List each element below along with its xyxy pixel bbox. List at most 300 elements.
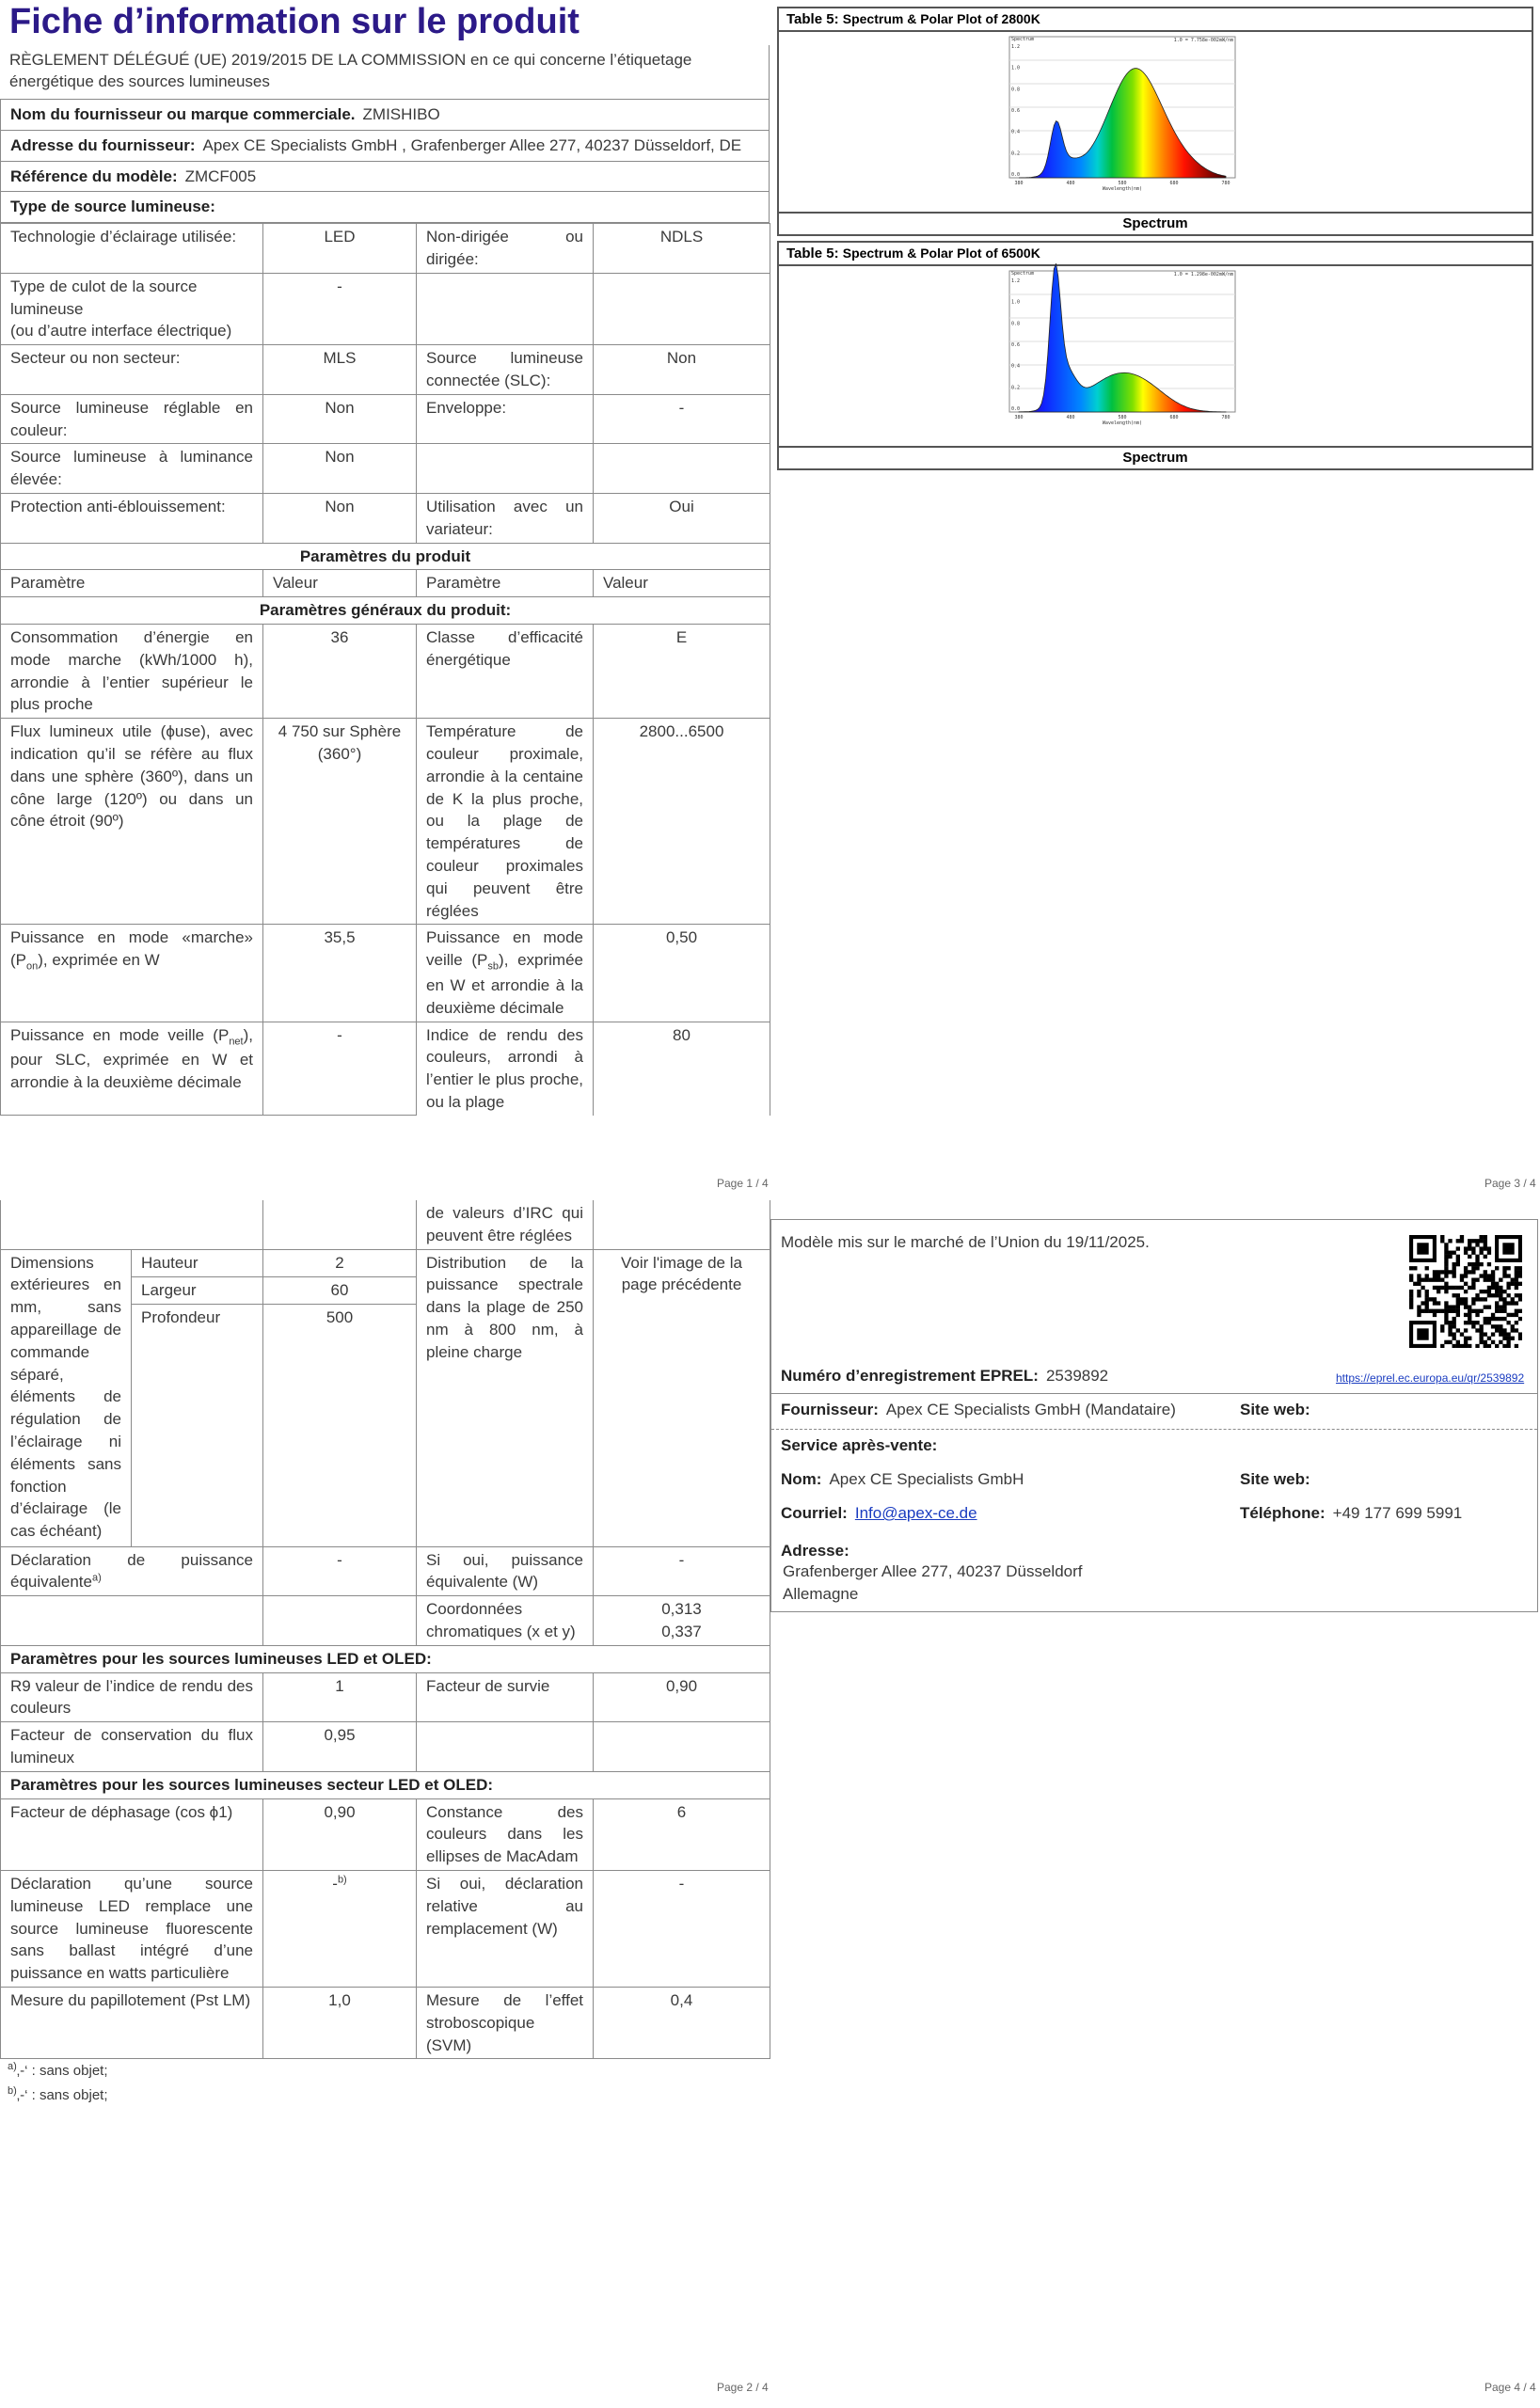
qr-module (1456, 1328, 1460, 1332)
qr-module (1425, 1278, 1429, 1282)
qr-module (1444, 1246, 1448, 1250)
qr-module (1444, 1270, 1448, 1274)
chroma-x: 0,313 (661, 1600, 702, 1619)
qr-module (1409, 1274, 1413, 1277)
qr-module (1479, 1251, 1483, 1255)
qr-module (1433, 1278, 1437, 1282)
qr-module (1448, 1251, 1452, 1255)
qr-module (1499, 1290, 1502, 1293)
footnote-mark: a) (91, 1572, 102, 1584)
qr-module (1484, 1255, 1487, 1259)
eprel-info-box (770, 1219, 1538, 1612)
model-label: Référence du modèle: (10, 166, 178, 185)
phase-label: Facteur de déphasage (cos ϕ1) (1, 1798, 263, 1870)
qr-module (1475, 1259, 1479, 1262)
y-tick-label: 1.2 (1011, 44, 1021, 50)
qr-module (1484, 1297, 1487, 1301)
row-label: Source lumineuse réglable en couleur: (1, 394, 263, 444)
qr-module (1464, 1313, 1468, 1317)
qr-module (1456, 1313, 1460, 1317)
qr-module (1417, 1274, 1421, 1277)
qr-module (1506, 1332, 1510, 1336)
qr-module (1499, 1293, 1502, 1297)
eprel-link[interactable]: https://eprel.ec.europa.eu/qr/2539892 (1336, 1371, 1525, 1385)
empty-cell (1, 1200, 263, 1249)
qr-module (1484, 1332, 1487, 1336)
lumen-label: Facteur de conservation du flux lumineux (1, 1722, 263, 1772)
qr-module (1409, 1305, 1413, 1308)
table-row (1, 625, 770, 719)
qr-module (1518, 1274, 1522, 1277)
page-number: Page 2 / 4 (717, 2381, 769, 2394)
qr-module (1475, 1293, 1479, 1297)
row-label: Technologie d’éclairage utilisée: (1, 224, 263, 274)
qr-module (1456, 1293, 1460, 1297)
qr-module (1444, 1301, 1448, 1305)
footnote-mark: b) (337, 1874, 347, 1886)
qr-module (1491, 1286, 1495, 1290)
qr-module (1495, 1266, 1499, 1270)
qr-module (1487, 1293, 1491, 1297)
row-label (417, 273, 594, 344)
qr-module (1453, 1274, 1456, 1277)
table-row (1, 1987, 770, 2058)
replace-value-text: - (332, 1874, 338, 1893)
address-label: Adresse: (781, 1542, 849, 1560)
row-label: Température de couleur proximale, arrondie à la centaine de K la plus proche, ou la plage de températures de couleur proximales qui peuvent être réglées (417, 719, 594, 925)
qr-module (1413, 1266, 1417, 1270)
qr-module (1440, 1278, 1444, 1282)
qr-module (1440, 1328, 1444, 1332)
qr-module (1484, 1290, 1487, 1293)
source-type-label: Type de source lumineuse: (10, 198, 215, 216)
qr-finder (1417, 1328, 1428, 1339)
qr-module (1468, 1337, 1471, 1340)
qr-module (1444, 1305, 1448, 1308)
row-label: Classe d’efficacité énergétique (417, 625, 594, 719)
row-label: Indice de rendu des couleurs, arrondi à l’entier le plus proche, ou la plage (417, 1022, 594, 1116)
parameters-table-continued (0, 1200, 770, 2059)
cap-type-sublabel: (ou d’autre interface électrique) (10, 322, 232, 341)
qr-module (1425, 1297, 1429, 1301)
qr-module (1506, 1282, 1510, 1286)
phone-line (1240, 1502, 1462, 1525)
row-label: Enveloppe: (417, 394, 594, 444)
regulation-text: RÈGLEMENT DÉLÉGUÉ (UE) 2019/2015 DE LA COMMISSION en ce qui concerne l’étiquetage énergétique des sources lumineuses (0, 45, 770, 101)
qr-module (1491, 1332, 1495, 1336)
qr-module (1491, 1324, 1495, 1328)
qr-module (1460, 1239, 1464, 1243)
qr-module (1499, 1328, 1502, 1332)
qr-module (1479, 1246, 1483, 1250)
empty-cell (263, 1596, 417, 1646)
table-row (1, 719, 770, 925)
qr-module (1491, 1282, 1495, 1286)
y-tick-label: 0.2 (1011, 150, 1021, 157)
qr-module (1456, 1301, 1460, 1305)
row-value: LED (263, 224, 417, 274)
qr-module (1456, 1262, 1460, 1266)
row-label (1, 273, 263, 344)
qr-module (1506, 1337, 1510, 1340)
qr-module (1468, 1317, 1471, 1321)
qr-module (1456, 1259, 1460, 1262)
email-link[interactable]: Info@apex-ce.de (854, 1504, 977, 1522)
qr-module (1464, 1246, 1468, 1250)
x-tick-label: 580 (1118, 415, 1127, 420)
qr-module (1515, 1321, 1518, 1324)
qr-module (1506, 1274, 1510, 1277)
equiv-w-value: - (594, 1546, 770, 1596)
qr-module (1413, 1282, 1417, 1286)
row-value: Non (263, 394, 417, 444)
qr-module (1417, 1278, 1421, 1282)
qr-module (1518, 1332, 1522, 1336)
qr-module (1506, 1266, 1510, 1270)
page-number: Page 4 / 4 (1484, 2381, 1536, 2394)
general-header: Paramètres généraux du produit: (1, 597, 770, 625)
qr-module (1471, 1301, 1475, 1305)
y-axis-label: Spectrum (1011, 37, 1035, 42)
qr-module (1487, 1317, 1491, 1321)
dimensions-label: Dimensions extérieures en mm, sans appareillage de commande séparé, éléments de régulation de l’éclairage ni éléments sans fonction d’éclairage (le cas échéant) (1, 1249, 132, 1546)
qr-module (1475, 1328, 1479, 1332)
width-value: 60 (263, 1276, 417, 1304)
qr-module (1468, 1309, 1471, 1313)
qr-module (1444, 1243, 1448, 1246)
qr-module (1460, 1274, 1464, 1277)
qr-module (1518, 1266, 1522, 1270)
qr-module (1444, 1313, 1448, 1317)
spd-label: Distribution de la puissance spectrale dans la plage de 250 nm à 800 nm, à pleine charge (417, 1249, 594, 1546)
supplier-label: Nom du fournisseur ou marque commerciale. (10, 105, 356, 124)
strobo-value: 0,4 (594, 1987, 770, 2058)
flicker-value: 1,0 (263, 1987, 417, 2058)
psb-label-b: ), exprimée en W et arrondie à la deuxième décimale (426, 951, 583, 1017)
qr-module (1484, 1235, 1487, 1239)
qr-module (1444, 1317, 1448, 1321)
section-header-row (1, 597, 770, 625)
qr-module (1464, 1321, 1468, 1324)
qr-module (1464, 1270, 1468, 1274)
table-row (1, 1722, 770, 1772)
footnote-text: ‚-‘ : sans objet; (16, 2087, 108, 2103)
psb-label-a: Puissance en mode veille (P (426, 928, 583, 970)
qr-module (1487, 1278, 1491, 1282)
qr-module (1502, 1274, 1506, 1277)
pnet-label-a: Puissance en mode veille (P (10, 1025, 230, 1044)
row-label: Non-dirigée ou dirigée: (417, 224, 594, 274)
qr-module (1444, 1262, 1448, 1266)
service-label: Service après-vente: (781, 1436, 938, 1454)
qr-module (1495, 1290, 1499, 1293)
row-value: Oui (594, 494, 770, 544)
qr-module (1487, 1337, 1491, 1340)
y-tick-label: 1.0 (1011, 299, 1021, 306)
y-tick-label: 0.6 (1011, 108, 1021, 114)
qr-module (1444, 1255, 1448, 1259)
empty-cell (417, 1722, 594, 1772)
qr-module (1429, 1278, 1433, 1282)
qr-module (1448, 1321, 1452, 1324)
qr-module (1464, 1251, 1468, 1255)
qr-module (1502, 1337, 1506, 1340)
qr-module (1499, 1340, 1502, 1344)
address-value: Apex CE Specialists GmbH , Grafenberger Allee 277, 40237 Düsseldorf, DE (202, 135, 742, 154)
qr-module (1511, 1282, 1515, 1286)
empty-cell (263, 1200, 417, 1249)
qr-module (1468, 1246, 1471, 1250)
qr-module (1502, 1270, 1506, 1274)
qr-module (1453, 1324, 1456, 1328)
row-value: - (263, 1022, 417, 1116)
qr-module (1456, 1305, 1460, 1308)
footnote-a (8, 2060, 108, 2081)
chroma-value (594, 1596, 770, 1646)
qr-module (1448, 1270, 1452, 1274)
table-row (1, 1596, 770, 1646)
table-row (1, 1200, 770, 1249)
x-tick-label: 380 (1014, 181, 1024, 186)
name-value: Apex CE Specialists GmbH (829, 1470, 1024, 1488)
qr-module (1502, 1309, 1506, 1313)
qr-module (1502, 1297, 1506, 1301)
qr-module (1448, 1305, 1452, 1308)
page-2 (0, 1200, 770, 2103)
params-header: Paramètres du produit (1, 543, 770, 570)
qr-module (1440, 1324, 1444, 1328)
y-tick-label: 0.4 (1011, 129, 1021, 135)
row-label: Secteur ou non secteur: (1, 345, 263, 395)
footnote-text: ‚-‘ : sans objet; (16, 2063, 108, 2079)
qr-module (1499, 1297, 1502, 1301)
qr-module (1453, 1332, 1456, 1336)
macadam-label: Constance des couleurs dans les ellipses de MacAdam (417, 1798, 594, 1870)
source-type-line (0, 192, 770, 223)
qr-module (1515, 1344, 1518, 1348)
qr-module (1464, 1305, 1468, 1308)
qr-module (1506, 1340, 1510, 1344)
address-label-line (781, 1540, 857, 1562)
qr-module (1448, 1332, 1452, 1336)
qr-module (1409, 1290, 1413, 1293)
qr-module (1417, 1290, 1421, 1293)
survival-value: 0,90 (594, 1672, 770, 1722)
row-label: Source lumineuse à luminance élevée: (1, 444, 263, 494)
equiv-label (1, 1546, 263, 1596)
qr-module (1484, 1340, 1487, 1344)
x-tick-label: 480 (1066, 415, 1075, 420)
equiv-w-label: Si oui, puissance équivalente (W) (417, 1546, 594, 1596)
qr-module (1479, 1324, 1483, 1328)
qr-module (1518, 1309, 1522, 1313)
table-row (1, 1546, 770, 1596)
qr-module (1468, 1239, 1471, 1243)
legend-text: 1.0 = 1.298e-002mW/nm (1173, 272, 1233, 277)
column-header-param: Paramètre (417, 570, 594, 597)
qr-module (1487, 1321, 1491, 1324)
qr-module (1444, 1251, 1448, 1255)
page-number: Page 1 / 4 (717, 1177, 769, 1190)
qr-module (1502, 1317, 1506, 1321)
table-row (1, 345, 770, 395)
website-line (1240, 1399, 1318, 1421)
equiv-label-text: Déclaration de puissance équivalente (10, 1550, 253, 1592)
row-value: - (263, 273, 417, 344)
table-row (1, 273, 770, 344)
address-line-2: Allemagne (783, 1585, 859, 1603)
qr-module (1518, 1297, 1522, 1301)
qr-module (1425, 1305, 1429, 1308)
qr-module (1460, 1278, 1464, 1282)
supplier-line (781, 1399, 1176, 1421)
qr-module (1484, 1243, 1487, 1246)
qr-module (1471, 1324, 1475, 1328)
lumen-value: 0,95 (263, 1722, 417, 1772)
qr-module (1499, 1305, 1502, 1308)
qr-module (1464, 1290, 1468, 1293)
qr-module (1475, 1344, 1479, 1348)
qr-module (1479, 1332, 1483, 1336)
qr-module (1502, 1328, 1506, 1332)
spectrum-chart (779, 263, 1532, 448)
qr-module (1511, 1278, 1515, 1282)
y-tick-label: 1.2 (1011, 278, 1021, 284)
page-1 (0, 0, 770, 1116)
qr-module (1515, 1301, 1518, 1305)
spectrum-figure-6500k (777, 241, 1533, 470)
y-tick-label: 0.6 (1011, 342, 1021, 348)
eprel-line (781, 1365, 1108, 1387)
qr-module (1464, 1274, 1468, 1277)
y-tick-label: 0.8 (1011, 321, 1021, 327)
y-axis-label: Spectrum (1011, 271, 1035, 277)
qr-module (1433, 1309, 1437, 1313)
qr-module (1511, 1337, 1515, 1340)
qr-code-icon (1409, 1235, 1522, 1348)
qr-module (1464, 1301, 1468, 1305)
qr-module (1444, 1282, 1448, 1286)
qr-module (1425, 1266, 1429, 1270)
qr-module (1502, 1344, 1506, 1348)
qr-finder (1417, 1243, 1428, 1254)
qr-module (1460, 1297, 1464, 1301)
qr-module (1464, 1340, 1468, 1344)
qr-module (1409, 1301, 1413, 1305)
replace-w-value: - (594, 1870, 770, 1987)
qr-module (1475, 1243, 1479, 1246)
x-tick-label: 380 (1014, 415, 1024, 420)
qr-module (1464, 1282, 1468, 1286)
table-label: Table 5: (786, 246, 839, 261)
qr-module (1502, 1305, 1506, 1308)
section-header-row (1, 1771, 770, 1798)
qr-module (1453, 1309, 1456, 1313)
chroma-label: Coordonnées chromatiques (x et y) (417, 1596, 594, 1646)
column-header-row (1, 570, 770, 597)
row-label: Consommation d’énergie en mode marche (kWh/1000 h), arrondie à l’entier supérieur le plus proche (1, 625, 263, 719)
qr-module (1460, 1332, 1464, 1336)
qr-module (1484, 1270, 1487, 1274)
footnote-mark: b) (8, 2085, 17, 2097)
qr-module (1475, 1321, 1479, 1324)
qr-module (1453, 1317, 1456, 1321)
figure-footer: Spectrum (779, 446, 1532, 468)
qr-module (1448, 1328, 1452, 1332)
y-tick-label: 0.0 (1011, 172, 1021, 178)
x-tick-label: 680 (1169, 415, 1179, 420)
qr-module (1429, 1297, 1433, 1301)
qr-module (1453, 1251, 1456, 1255)
qr-module (1475, 1266, 1479, 1270)
qr-module (1437, 1286, 1440, 1290)
cri-continued: de valeurs d’IRC qui peuvent être réglées (417, 1200, 594, 1249)
table-row (1, 224, 770, 274)
phone-label: Téléphone: (1240, 1504, 1326, 1522)
qr-module (1453, 1344, 1456, 1348)
x-tick-label: 480 (1066, 181, 1075, 186)
qr-module (1502, 1290, 1506, 1293)
qr-module (1495, 1309, 1499, 1313)
qr-module (1479, 1309, 1483, 1313)
qr-module (1506, 1293, 1510, 1297)
spectrum-figure-2800k (777, 7, 1533, 236)
qr-module (1495, 1293, 1499, 1297)
row-value (594, 444, 770, 494)
qr-module (1502, 1301, 1506, 1305)
row-label: Source lumineuse connectée (SLC): (417, 345, 594, 395)
column-header-value: Valeur (263, 570, 417, 597)
qr-module (1475, 1262, 1479, 1266)
address-line (0, 131, 770, 162)
qr-module (1511, 1313, 1515, 1317)
qr-module (1491, 1313, 1495, 1317)
qr-module (1453, 1321, 1456, 1324)
qr-module (1499, 1286, 1502, 1290)
row-value: Non (594, 345, 770, 395)
empty-cell (594, 1200, 770, 1249)
qr-module (1456, 1246, 1460, 1250)
psb-sub: sb (487, 960, 500, 973)
qr-module (1440, 1309, 1444, 1313)
pnet-sub: net (229, 1035, 244, 1047)
qr-module (1484, 1274, 1487, 1277)
height-value: 2 (263, 1249, 417, 1276)
qr-module (1495, 1344, 1499, 1348)
footnote-mark: a) (8, 2061, 17, 2072)
qr-module (1506, 1321, 1510, 1324)
qr-module (1468, 1270, 1471, 1274)
qr-module (1479, 1262, 1483, 1266)
r9-value: 1 (263, 1672, 417, 1722)
qr-module (1475, 1309, 1479, 1313)
qr-module (1437, 1301, 1440, 1305)
section-header-row (1, 1645, 770, 1672)
qr-module (1448, 1340, 1452, 1344)
row-value: 80 (594, 1022, 770, 1116)
qr-module (1456, 1340, 1460, 1344)
table-row (1, 1249, 770, 1276)
row-value: Non (263, 494, 417, 544)
divider (771, 1429, 1537, 1430)
pon-label-b: ), exprimée en W (38, 951, 160, 970)
qr-module (1484, 1239, 1487, 1243)
qr-module (1484, 1278, 1487, 1282)
qr-module (1468, 1255, 1471, 1259)
page-number: Page 3 / 4 (1484, 1177, 1536, 1190)
qr-module (1448, 1286, 1452, 1290)
qr-module (1518, 1337, 1522, 1340)
